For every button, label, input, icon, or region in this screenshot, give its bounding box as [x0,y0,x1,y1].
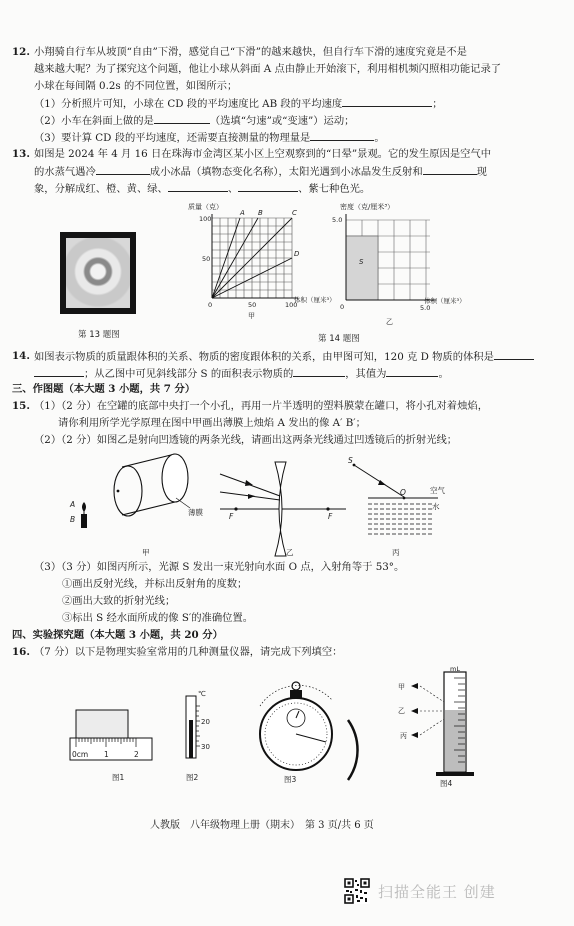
eye-jia-icon [411,683,418,689]
eye-yi-icon [411,708,418,714]
eye-bing-icon [411,732,418,738]
x-tick-50: 50 [248,301,257,309]
sightline-bing [420,719,444,735]
ruler-0cm: 0cm [72,750,89,759]
q12-line2: 越来越大呢？为了探究这个问题，他让小球从斜面 A 点由静止开始滚下，利用相机频闪照相功能记录了 [34,63,502,75]
x-tick-100: 100 [285,301,298,309]
label-yi: 乙 [286,548,294,557]
fig13-caption: 第 13 题图 [78,330,120,340]
q12-sub2: （2）小车在斜面上做的是 （选填“匀速”或“变速”）运动； [34,115,355,127]
q13-line2: 的水蒸气遇冷 成小冰晶（填物态变化名称），太阳光遇到小冰晶发生反射和 现 [34,166,487,178]
x-tick-0: 0 [208,301,213,309]
answer-blank[interactable] [494,350,534,360]
shaded-area-S [346,236,378,300]
fig1-caption: 图1 [112,773,125,782]
light-source [353,464,356,467]
answer-blank[interactable] [423,165,477,175]
section4-heading: 四、实验探究题（本大题 3 小题，共 20 分） [12,629,223,641]
label-F-right: F [328,512,333,521]
label-S: S [359,258,364,266]
q12-line1: 小翔骑自行车从坡顶“自由”下滑，感觉自己“下滑”的越来越快，但自行车下滑的速度究竟是不是 [34,46,467,58]
q14-line2: ；从乙图中可见斜线部分 S 的面积表示物质的 ，其值为 。 [34,367,449,382]
focal-point-left [234,507,237,510]
x-tick-5: 5.0 [420,304,431,312]
answer-blank[interactable] [310,131,374,141]
label-F-left: F [229,512,234,521]
label-A: A [70,500,76,509]
stopwatch-crown [290,690,302,698]
q16-instruments [64,664,480,788]
thermo-unit: ℃ [198,690,206,698]
answer-blank[interactable] [293,367,345,377]
stopwatch-ring [292,682,300,690]
q12-sub3: （3）要计算 CD 段的平均速度，还需要直接测量的物理量是 。 [34,132,385,144]
fig3-caption: 图3 [284,775,297,784]
halo-photo [60,232,136,314]
jia-xlabel: 体积（厘米³） [294,296,336,304]
ruler-1: 1 [104,750,109,759]
mass-volume-graph [186,200,336,330]
thermo-20: 20 [201,718,210,726]
answer-blank[interactable] [154,114,210,124]
thermo-ticks [196,706,200,746]
answer-blank[interactable] [34,367,84,377]
label-S: S [348,456,353,465]
ruler-2: 2 [134,750,139,759]
q14-line1: 如图表示物质的质量跟体积的关系、物质的密度跟体积的关系，由甲图可知，120 克 D 物质的体积是 [34,350,534,365]
fig4-caption: 图4 [440,779,453,788]
label-bing: 丙 [392,548,400,557]
q15-line7: ③标出 S 经水面所成的像 S′的准确位置。 [62,612,254,624]
density-volume-graph [332,200,466,330]
answer-blank[interactable] [386,367,438,377]
answer-blank[interactable] [96,165,150,175]
qr-code-icon [344,878,370,904]
label-A: A [240,209,245,217]
q15-line2: 请你利用所学光学原理在图中甲画出薄膜上烛焰 A 发出的像 A′ B′； [58,417,366,429]
measured-block [76,710,128,738]
yi-ylabel: 密度（克/厘米³） [340,203,395,211]
q12-number: 12. [12,46,30,58]
point-O [403,497,406,500]
yi-xlabel: 体积（厘米³） [424,297,466,305]
label-air: 空气 [430,486,445,495]
answer-blank[interactable] [168,182,228,192]
thermo-30: 30 [201,743,210,751]
y-tick-5: 5.0 [332,216,343,224]
label-yi: 乙 [398,707,405,715]
incident-ray [354,465,404,497]
label-O: O [400,488,406,497]
film-pointer [176,498,190,508]
label-jia: 甲 [142,548,150,557]
jia-ylabel: 质量（克） [188,203,223,211]
label-film: 薄膜 [188,508,203,517]
sightline-jia [420,686,444,702]
q15-line6: ②画出大致的折射光线； [62,595,176,607]
label-D: D [294,250,300,258]
y-tick-100: 100 [199,215,212,223]
thermometer-column [189,720,193,758]
answer-blank[interactable] [342,97,432,107]
pinhole [117,490,120,493]
x-tick-0: 0 [340,303,345,311]
label-bing: 丙 [400,732,407,740]
candle [81,502,87,528]
q13-line1: 如图是 2024 年 4 月 16 日在珠海市金湾区某小区上空观察到的“日晕”景观。它的发生原因是空气中 [34,148,492,160]
yi-sub: 乙 [386,318,393,326]
q15-line1: （1）（2 分）在空罐的底部中央打一个小孔，再用一片半透明的塑料膜蒙在罐口，将小孔对着烛焰， [34,400,488,412]
focal-point-right [326,507,329,510]
water-hatching [368,504,434,534]
fig2-caption: 图2 [186,773,199,782]
fig14-caption: 第 14 题图 [318,334,360,344]
label-jia: 甲 [398,683,405,691]
label-B: B [258,209,263,217]
q12-sub1: （1）分析照片可知，小球在 CD 段的平均速度比 AB 段的平均速度 ； [34,98,443,110]
label-water: 水 [432,502,440,511]
q15-line4: （3）（3 分）如图丙所示，光源 S 发出一束光射向水面 O 点，入射角等于 53°。 [34,561,405,573]
protractor-scale [348,720,358,780]
cylinder-base [436,772,474,776]
q16-line1: （7 分）以下是物理实验室常用的几种测量仪器，请完成下列填空： [34,646,343,658]
cylinder-unit: mL [450,665,460,673]
page-footer: 人教版 八年级物理上册（期末） 第 3 页/共 6 页 [150,820,374,831]
can-cylinder [114,454,188,516]
q13-number: 13. [12,148,30,160]
q12-line3: 小球在每间隔 0.2s 的不同位置，如图所示； [34,80,238,92]
q14-number: 14. [12,350,30,362]
q15-line5: ①画出反射光线，并标出反射角的度数； [62,578,248,590]
section3-heading: 三、作图题（本大题 3 小题，共 7 分） [12,383,196,395]
y-tick-50: 50 [202,255,211,263]
jia-sub: 甲 [248,312,255,320]
q16-number: 16. [12,646,30,658]
answer-blank[interactable] [238,182,298,192]
q15-figures [62,452,445,560]
q15-line3: （2）（2 分）如图乙是射向凹透镜的两条光线，请画出这两条光线通过凹透镜后的折射光线； [34,434,458,446]
arrow-1 [245,480,253,486]
label-B: B [70,515,76,524]
scanner-watermark: 扫描全能王 创建 [378,883,496,901]
q13-line3: 象，分解成红、橙、黄、绿、 、 、紫七种色光。 [34,183,371,195]
label-C: C [292,209,297,217]
q15-number: 15. [12,400,30,412]
